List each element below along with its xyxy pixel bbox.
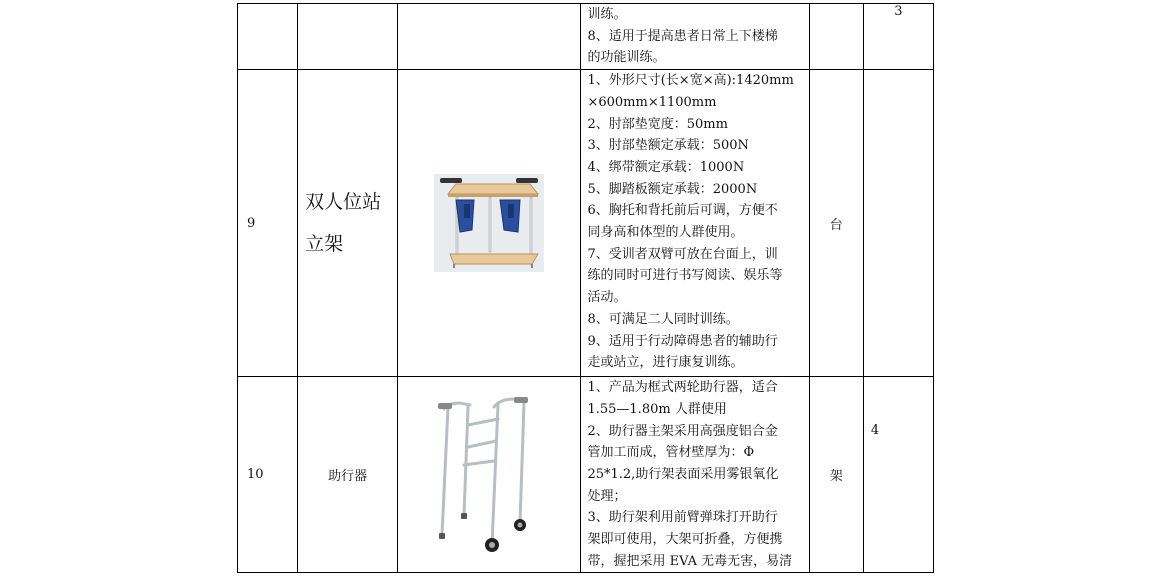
spec-line: 练的同时可进行书写阅读、娱乐等: [587, 268, 783, 284]
spec-line: 6、胸托和背托前后可调，方便不: [587, 203, 778, 219]
spec-line: 活动。: [587, 290, 627, 306]
spec-line: 5、脚踏板额定承载：2000N: [587, 181, 758, 197]
equipment-spec-table: [237, 3, 934, 573]
spec-line: 25*1.2,助行架表面采用雾银氧化: [587, 466, 779, 482]
spec-cell: [581, 70, 809, 377]
item-name-cell: [298, 70, 398, 377]
spec-line: 2、肘部垫宽度：50mm: [587, 116, 728, 132]
unit-cell: 台: [809, 70, 863, 377]
spec-line: 1.55—1.80m 人群使用: [587, 401, 727, 417]
unit-cell: 架: [809, 377, 863, 573]
spec-line: 训练。: [587, 7, 627, 22]
standing-frame-image: [434, 174, 544, 272]
spec-line: 同身高和体型的人群使用。: [587, 225, 744, 241]
item-number-cell: [238, 4, 298, 70]
item-image-cell: [398, 4, 581, 70]
spec-line: 3、助行架利用前臂弹珠打开助行: [587, 510, 778, 526]
spec-line: ×600mm×1100mm: [587, 94, 717, 110]
qty-cell: [863, 377, 933, 573]
spec-line: 3、肘部垫额定承载：500N: [587, 138, 749, 154]
table-row: [238, 4, 934, 70]
spec-line: 8、适用于提高患者日常上下楼梯: [587, 28, 778, 44]
walker-image: [434, 395, 544, 555]
item-image-cell: [398, 377, 581, 573]
unit-cell: [809, 4, 863, 70]
item-name-cell: 助行器: [298, 377, 398, 573]
item-name-line: 立架: [305, 233, 344, 256]
table-row: [238, 70, 934, 377]
item-name-cell: [298, 4, 398, 70]
item-number-cell: 10: [238, 377, 298, 573]
item-name-line: 双人位站: [305, 191, 382, 214]
spec-line: 走或站立，进行康复训练。: [587, 355, 744, 371]
item-number-cell: 9: [238, 70, 298, 377]
spec-line: 4、绑带额定承载：1000N: [587, 159, 745, 175]
spec-line: 9、适用于行动障碍患者的辅助行: [587, 333, 778, 349]
spec-line: 带，握把采用 EVA 无毒无害，易清: [587, 553, 793, 569]
qty-cell: [863, 4, 933, 377]
item-image-cell: [398, 70, 581, 377]
spec-line: 管加工而成，管材壁厚为：Φ: [587, 445, 755, 461]
spec-cell: [581, 377, 809, 573]
spec-line: 的功能训练。: [587, 50, 666, 66]
spec-line: 1、外形尺寸(长×宽×高):1420mm: [587, 73, 794, 89]
qty-value: 4: [870, 423, 880, 439]
qty-value: 3: [894, 4, 903, 20]
spec-line: 2、助行器主架采用高强度铝合金: [587, 423, 778, 439]
spec-line: 1、产品为框式两轮助行器，适合: [587, 380, 778, 396]
table-row: [238, 377, 934, 573]
spec-line: 7、受训者双臂可放在台面上，训: [587, 246, 778, 262]
spec-line: 处理；: [587, 488, 627, 504]
spec-cell: [581, 4, 809, 70]
spec-line: 架即可使用，大架可折叠，方便携: [587, 532, 783, 548]
spec-line: 8、可满足二人同时训练。: [587, 311, 739, 327]
